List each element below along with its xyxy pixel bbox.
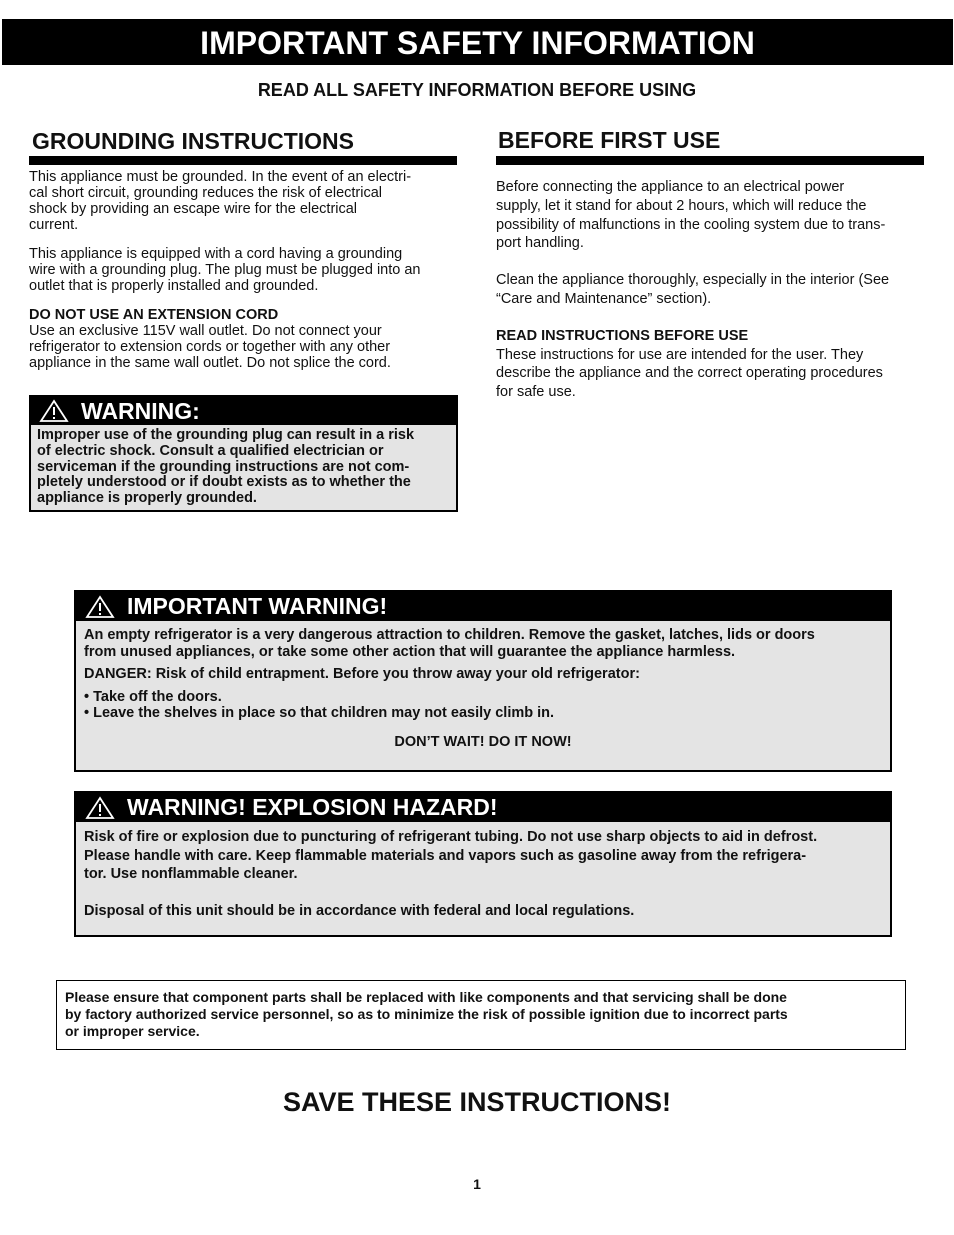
grounding-para1: This appliance must be grounded. In the event of an electri- cal short circuit, grounding reduces the risk of electrical shock by providing an escape wire for the electrical current. bbox=[29, 169, 412, 233]
before-first-use-heading: BEFORE FIRST USE bbox=[498, 127, 721, 153]
grounding-warning-header bbox=[31, 397, 456, 425]
warning-triangle-icon bbox=[85, 595, 115, 619]
grounding-subheading: DO NOT USE AN EXTENSION CORD bbox=[29, 307, 279, 323]
explosion-warning-box bbox=[74, 791, 892, 937]
important-warning-heading: IMPORTANT WARNING! bbox=[127, 593, 388, 619]
explosion-warning-heading: WARNING! EXPLOSION HAZARD! bbox=[127, 794, 498, 820]
explosion-warning-header bbox=[76, 793, 890, 822]
important-warning-closing: DON’T WAIT! DO IT NOW! bbox=[394, 733, 572, 750]
explosion-warning-para1: Risk of fire or explosion due to puncturing of refrigerant tubing. Do not use sharp objects to aid in defrost. Please handle with care. Keep flammable materials and vapors such as gasoline away from the refrigera- tor. Use nonflammable cleaner. bbox=[84, 829, 818, 882]
warning-triangle-icon bbox=[39, 399, 69, 423]
warning-triangle-icon bbox=[85, 796, 115, 820]
important-warning-header bbox=[76, 592, 890, 621]
explosion-warning-text bbox=[76, 822, 890, 926]
important-warning-danger: DANGER: Risk of child entrapment. Before you throw away your old refrigerator: bbox=[84, 666, 640, 682]
before-first-use-subheading: READ INSTRUCTIONS BEFORE USE bbox=[496, 327, 749, 344]
important-warning-para1: An empty refrigerator is a very dangerous attraction to children. Remove the gasket, latches, lids or doors from unused appliances, or take some other action that will guarantee the appliance harmless. bbox=[84, 627, 815, 660]
page-number: 1 bbox=[473, 1176, 481, 1192]
page-subtitle: READ ALL SAFETY INFORMATION BEFORE USING bbox=[257, 80, 697, 100]
before-first-use-para2: Clean the appliance thoroughly, especially in the interior (See “Care and Maintenance” section). bbox=[496, 272, 890, 307]
save-instructions-heading: SAVE THESE INSTRUCTIONS! bbox=[282, 1087, 672, 1117]
grounding-para3: Use an exclusive 115V wall outlet. Do not connect your refrigerator to extension cords or together with any other appliance in the same wall outlet. Do not splice the cord. bbox=[29, 323, 391, 371]
grounding-warning-box bbox=[29, 395, 458, 512]
explosion-warning-para2: Disposal of this unit should be in accordance with federal and local regulations. bbox=[84, 902, 635, 919]
before-first-use-para1: Before connecting the appliance to an electrical power supply, let it stand for about 2 hours, which will reduce the possibility of malfunctions in the cooling system due to trans- port handling. bbox=[496, 179, 886, 252]
important-warning-box bbox=[74, 590, 892, 772]
service-notice-box: Please ensure that component parts shall be replaced with like components and that servicing shall be done by factory authorized service personnel, so as to minimize the risk of possible ignition due to incorrect parts or improper service. bbox=[56, 980, 906, 1050]
important-warning-text bbox=[76, 621, 890, 756]
page-title: IMPORTANT SAFETY INFORMATION bbox=[2, 19, 953, 65]
grounding-text bbox=[29, 169, 459, 371]
grounding-warning-text: Improper use of the grounding plug can result in a risk of electric shock. Consult a qualified electrician or serviceman if the grounding instructions are not com- pletely understood or if doubt exists as to whether the appliance is properly grounded. bbox=[37, 427, 415, 507]
before-first-use-text bbox=[496, 178, 936, 402]
before-first-use-para3: These instructions for use are intended for the user. They describe the appliance and the correct operating procedures for safe use. bbox=[496, 346, 883, 401]
grounding-para2: This appliance is equipped with a cord having a grounding wire with a grounding plug. The plug must be plugged into an outlet that is properly installed and grounded. bbox=[29, 246, 421, 294]
important-warning-bullets: • Take off the doors. • Leave the shelves in place so that children may not easily climb in. bbox=[84, 688, 555, 721]
grounding-heading: GROUNDING INSTRUCTIONS bbox=[32, 128, 354, 154]
grounding-warning-heading: WARNING: bbox=[81, 397, 200, 424]
grounding-rule bbox=[29, 156, 457, 165]
before-first-use-rule bbox=[496, 156, 924, 165]
